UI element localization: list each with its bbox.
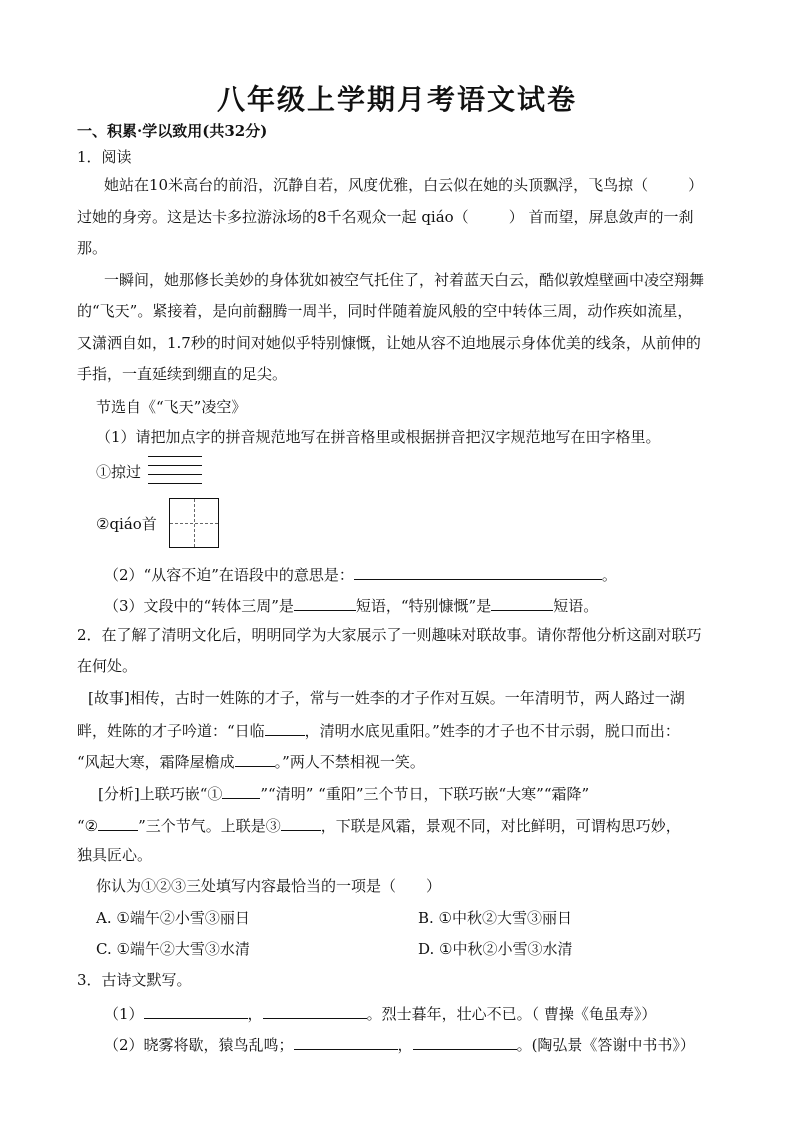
q2-heading: 2．在了解了清明文化后，明明同学为大家展示了一则趣味对联故事。请你帮他分析这副对联巧 xyxy=(77,626,702,644)
q1-passage-line: 的“飞天”。紧接着，是向前翻腾一周半，同时伴随着旋风般的空中转体三周，动作疾如流星， xyxy=(77,302,693,320)
q3-text: 。(陶弘景《答谢中书书》） xyxy=(516,1036,695,1054)
answer-blank[interactable] xyxy=(413,1033,517,1050)
q1-sub1: （1）请把加点字的拼音规范地写在拼音格里或根据拼音把汉字规范地写在田字格里。 xyxy=(96,428,661,446)
answer-blank[interactable] xyxy=(144,1002,248,1019)
option-b[interactable]: B. ①中秋②大雪③丽日 xyxy=(418,909,573,927)
option-c[interactable]: C. ①端午②大雪③水清 xyxy=(96,940,250,958)
q2-text: “风起大寒，霜降屋檐成 xyxy=(77,753,235,771)
answer-blank[interactable] xyxy=(469,207,509,227)
q1-item1: ①掠过 xyxy=(96,463,142,481)
answer-blank[interactable] xyxy=(222,782,260,799)
q3-text: （1） xyxy=(104,1005,144,1023)
q2-text: 畔，姓陈的才子吟道：“日临 xyxy=(77,722,265,740)
q1-text: （3）文段中的“转体三周”是 xyxy=(104,597,294,615)
answer-blank[interactable] xyxy=(294,1033,398,1050)
q1-passage-line xyxy=(77,207,693,227)
q2-story-line: [故事]相传，古时一姓陈的才子，常与一姓李的才子作对互娱。一年清明节，两人路过一湖 xyxy=(88,689,685,707)
q2-text: ”“清明” “重阳”三个节日，下联巧嵌“大寒”“霜降” xyxy=(260,785,590,803)
option-a[interactable]: A. ①端午②小雪③丽日 xyxy=(96,909,250,927)
answer-blank[interactable] xyxy=(281,814,321,831)
pinyin-grid[interactable] xyxy=(148,456,202,485)
answer-blank[interactable] xyxy=(294,594,356,611)
answer-blank[interactable] xyxy=(265,719,305,736)
q1-text: 。 xyxy=(601,566,617,584)
q2-text: [分析]上联巧嵌“① xyxy=(98,785,223,803)
answer-blank[interactable] xyxy=(235,750,275,767)
q1-sub3 xyxy=(104,594,598,616)
page-title: 八年级上学期月考语文试卷 xyxy=(216,83,577,116)
q1-passage-line: 又潇洒自如，1.7秒的时间对她似乎特别慷慨，让她从容不迫地展示身体优美的线条，从前伸的 xyxy=(77,334,701,352)
option-d[interactable]: D. ①中秋②小雪③水清 xyxy=(418,940,573,958)
q3-text: ， xyxy=(397,1036,413,1054)
q1-text: 短语。 xyxy=(553,597,599,615)
q1-text: ） 首而望，屏息敛声的一刹 xyxy=(508,208,694,226)
q3-line2 xyxy=(104,1033,695,1055)
q1-item2: ②qiáo首 xyxy=(96,515,157,533)
passage-source: 节选自《“飞天”凌空》 xyxy=(96,398,247,416)
q2-analysis-line xyxy=(98,782,589,804)
q2-story-line xyxy=(77,750,425,772)
answer-blank[interactable] xyxy=(354,563,602,580)
answer-blank[interactable] xyxy=(491,594,553,611)
q1-text: ） xyxy=(688,176,704,194)
answer-blank[interactable] xyxy=(648,175,688,195)
section-heading: 一、积累·学以致用(共32分) xyxy=(77,122,268,140)
q1-passage-line: 那。 xyxy=(77,239,108,257)
answer-blank[interactable] xyxy=(98,814,138,831)
q3-text: （2）晓雾将歇，猿鸟乱鸣； xyxy=(104,1036,294,1054)
q1-passage-line: 一瞬间，她那修长美妙的身体犹如被空气托住了，衬着蓝天白云，酷似敦煌壁画中凌空翔舞 xyxy=(104,271,705,289)
q2-text: ，下联是风霜，景观不同，对比鲜明，可谓构思巧妙， xyxy=(320,817,681,835)
q1-passage-line xyxy=(104,175,703,195)
q2-text: “② xyxy=(77,817,99,835)
q2-heading: 在何处。 xyxy=(77,657,138,675)
q3-text: 。烈士暮年，壮心不已。（ 曹操《龟虽寿》） xyxy=(366,1005,657,1023)
q2-text: ，清明水底见重阳。”姓李的才子也不甘示弱，脱口而出： xyxy=(304,722,680,740)
q1-text: （2）“从容不迫”在语段中的意思是： xyxy=(104,566,354,584)
q2-analysis-line: 独具匠心。 xyxy=(77,846,153,864)
q2-question: 你认为①②③三处填写内容最恰当的一项是（ ） xyxy=(96,877,442,895)
q3-heading: 3．古诗文默写。 xyxy=(77,971,192,989)
q1-text: 她站在10米高台的前沿，沉静自若，风度优雅，白云似在她的头顶飘浮，飞鸟掠（ xyxy=(104,176,649,194)
q1-text: 过她的身旁。这是达卡多拉游泳场的8千名观众一起 qiáo（ xyxy=(77,208,469,226)
q3-line1 xyxy=(104,1002,656,1024)
q2-text: 。”两人不禁相视一笑。 xyxy=(274,753,425,771)
q1-text: 短语，“特别慷慨”是 xyxy=(355,597,492,615)
q2-analysis-line xyxy=(77,814,681,836)
q3-text: ， xyxy=(247,1005,263,1023)
q1-passage-line: 手指，一直延续到绷直的足尖。 xyxy=(77,365,288,383)
answer-blank[interactable] xyxy=(263,1002,367,1019)
q2-story-line xyxy=(77,719,680,741)
q2-text: ”三个节气。上联是③ xyxy=(138,817,281,835)
q1-sub2 xyxy=(104,563,617,585)
q1-heading: 1．阅读 xyxy=(77,148,132,166)
tianzi-grid[interactable] xyxy=(169,498,219,548)
